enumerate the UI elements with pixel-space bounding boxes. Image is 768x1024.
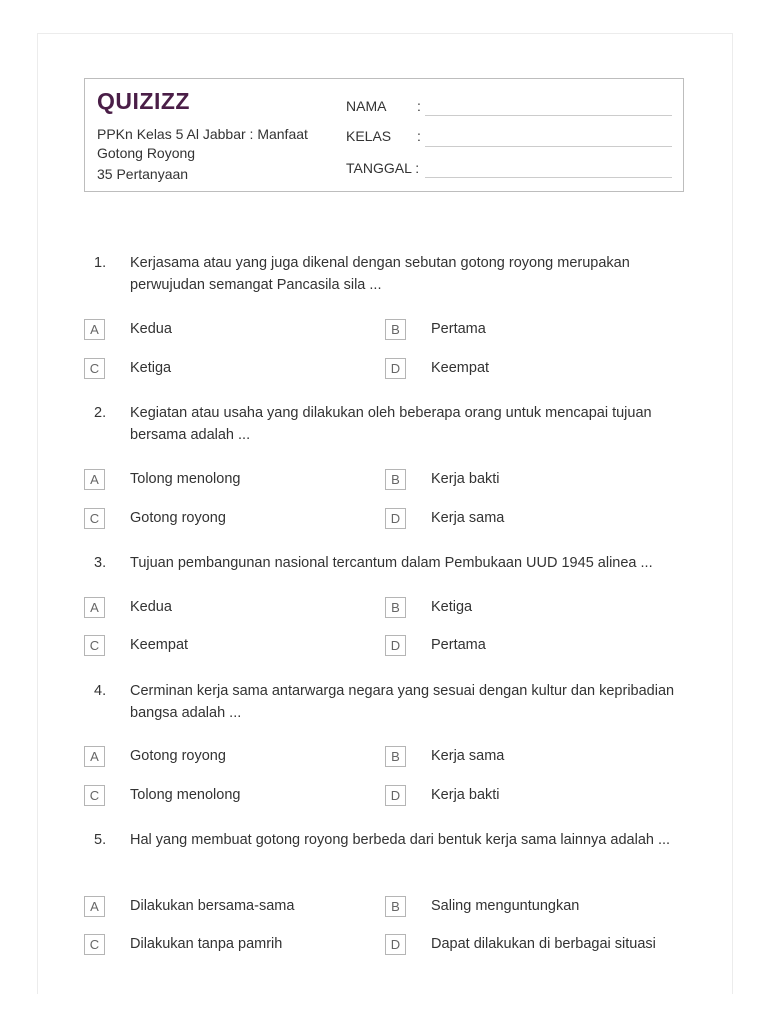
- question-text: Tujuan pembangunan nasional tercantum dalam Pembukaan UUD 1945 alinea ...: [130, 555, 653, 571]
- option-letter-box: A: [84, 746, 105, 767]
- option-text: Dilakukan tanpa pamrih: [130, 936, 283, 952]
- question-number: 4.: [94, 683, 107, 699]
- option-text: Kerja sama: [431, 510, 505, 526]
- question-text: Kerjasama atau yang juga dikenal dengan sebutan gotong royong merupakan perwujudan semangat Pancasila sila ...: [130, 255, 630, 293]
- option-letter-box: B: [385, 597, 406, 618]
- option-text: Kerja sama: [431, 748, 505, 764]
- option-text: Pertama: [431, 321, 486, 337]
- option-letter-box: D: [385, 934, 406, 955]
- option-letter-box: C: [84, 785, 105, 806]
- option-text: Keempat: [431, 360, 490, 376]
- option-text: Tolong menolong: [130, 787, 241, 803]
- option-letter-box: B: [385, 896, 406, 917]
- option-text: Dapat dilakukan di berbagai situasi: [431, 936, 656, 952]
- question-number: 3.: [94, 555, 107, 571]
- option-text: Kerja bakti: [431, 471, 500, 487]
- option-letter-box: D: [385, 785, 406, 806]
- class-colon: :: [417, 128, 421, 144]
- option-text: Pertama: [431, 637, 486, 653]
- date-field[interactable]: [425, 177, 672, 178]
- option-text: Kedua: [130, 599, 172, 615]
- option-letter-box: D: [385, 358, 406, 379]
- name-field[interactable]: [425, 115, 672, 116]
- class-field[interactable]: [425, 146, 672, 147]
- option-letter-box: C: [84, 358, 105, 379]
- name-colon: :: [417, 98, 421, 114]
- option-letter-box: A: [84, 597, 105, 618]
- option-letter-box: D: [385, 635, 406, 656]
- option-text: Ketiga: [431, 599, 473, 615]
- option-text: Dilakukan bersama-sama: [130, 898, 295, 914]
- quiz-title: PPKn Kelas 5 Al Jabbar : Manfaat Gotong Royong: [97, 126, 308, 161]
- option-letter-box: A: [84, 469, 105, 490]
- option-letter-box: C: [84, 934, 105, 955]
- question-text: Cerminan kerja sama antarwarga negara yang sesuai dengan kultur dan kepribadian bangsa adalah ...: [130, 683, 675, 721]
- date-label: TANGGAL :: [346, 160, 420, 176]
- option-text: Keempat: [130, 637, 189, 653]
- option-letter-box: B: [385, 746, 406, 767]
- question-number: 5.: [94, 832, 107, 848]
- class-label: KELAS: [346, 128, 392, 144]
- question-count: 35 Pertanyaan: [97, 166, 189, 182]
- quizizz-logo: QUIZIZZ: [97, 88, 190, 114]
- option-text: Gotong royong: [130, 748, 226, 764]
- worksheet-header: [84, 78, 684, 192]
- option-letter-box: C: [84, 635, 105, 656]
- question-number: 1.: [94, 255, 107, 271]
- option-text: Kerja bakti: [431, 787, 500, 803]
- option-letter-box: B: [385, 469, 406, 490]
- question-text: Kegiatan atau usaha yang dilakukan oleh beberapa orang untuk mencapai tujuan bersama adalah ...: [130, 405, 652, 443]
- name-label: NAMA: [346, 98, 387, 114]
- option-text: Gotong royong: [130, 510, 226, 526]
- option-letter-box: C: [84, 508, 105, 529]
- option-letter-box: A: [84, 319, 105, 340]
- question-number: 2.: [94, 405, 107, 421]
- option-letter-box: B: [385, 319, 406, 340]
- option-letter-box: A: [84, 896, 105, 917]
- option-text: Ketiga: [130, 360, 172, 376]
- option-text: Saling menguntungkan: [431, 898, 580, 914]
- question-text: Hal yang membuat gotong royong berbeda dari bentuk kerja sama lainnya adalah ...: [130, 832, 671, 848]
- option-text: Kedua: [130, 321, 172, 337]
- option-text: Tolong menolong: [130, 471, 241, 487]
- option-letter-box: D: [385, 508, 406, 529]
